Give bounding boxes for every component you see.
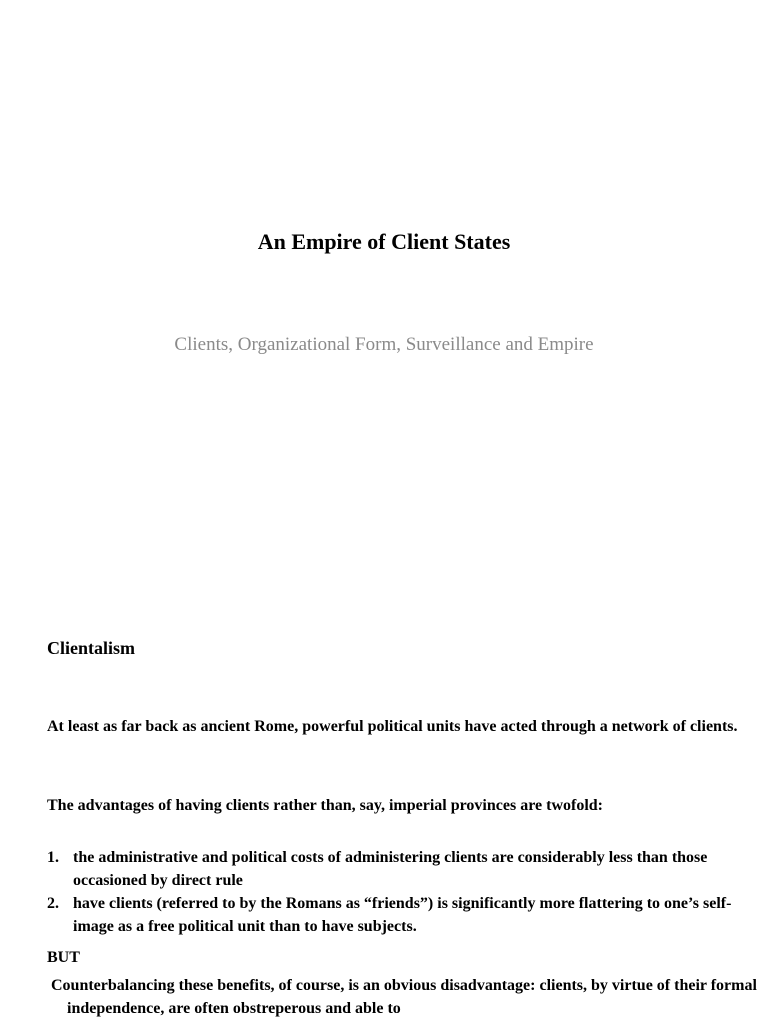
advantages-list <box>47 846 737 938</box>
section-heading: Clientalism <box>47 638 135 658</box>
list-item-text: the administrative and political costs of administering clients are considerably less than those occasioned by direct rule <box>73 849 708 889</box>
but-label: BUT <box>47 949 80 966</box>
list-item-text: have clients (referred to by the Romans as “friends”) is significantly more flattering to one’s self-image as a free political unit than to have subjects. <box>73 895 732 935</box>
paragraph-intro: At least as far back as ancient Rome, powerful political units have acted through a network of clients. <box>47 718 738 735</box>
list-item-number: 2. <box>47 895 59 912</box>
paragraph-counterbalance: Counterbalancing these benefits, of course, is an obvious disadvantage: clients, by virtue of their formal independence, are often obstreperous and able to <box>51 977 757 1017</box>
list-item-number: 1. <box>47 849 59 866</box>
list-item <box>47 846 737 892</box>
list-item <box>47 892 737 938</box>
slide-title: An Empire of Client States <box>257 229 511 254</box>
slide-subtitle: Clients, Organizational Form, Surveillance and Empire <box>174 334 594 355</box>
paragraph-advantages: The advantages of having clients rather than, say, imperial provinces are twofold: <box>47 797 603 814</box>
